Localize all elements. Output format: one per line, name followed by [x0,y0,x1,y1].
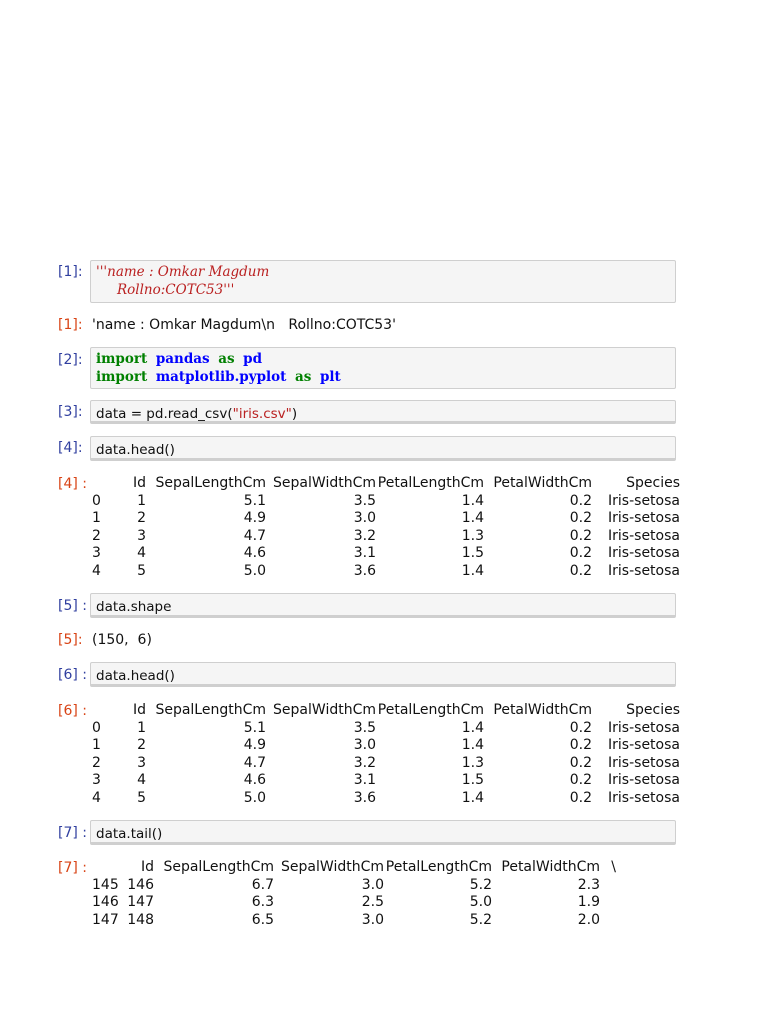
output-prompt-6: [6] : [58,703,87,719]
column-header: SepalLengthCm [155,475,266,491]
code-cell-2[interactable] [90,347,676,389]
module-name: pandas [155,351,210,367]
table-row: 146 147 6.3 2.5 5.0 1.9 [92,894,600,910]
column-header: SepalLengthCm [155,702,266,718]
input-prompt-6: [6] : [58,667,87,683]
code-head: data.head() [96,668,175,684]
output-prompt-1: [1]: [58,317,83,333]
code-cell-4[interactable] [90,436,676,461]
output-text-5: (150, 6) [92,632,152,648]
table-row: 0 1 5.1 3.5 1.4 0.2 Iris-setosa [92,492,680,509]
code-cell-6[interactable] [90,662,676,687]
column-header: SepalWidthCm [281,859,384,875]
table-row: 145 146 6.7 3.0 5.2 2.3 [92,876,600,893]
input-prompt-3: [3]: [58,404,83,420]
output-text-1: 'name : Omkar Magdum\n Rollno:COTC53' [92,317,396,333]
output-prompt-5: [5]: [58,632,83,648]
column-header: SepalLengthCm [163,859,274,875]
keyword-import: import [96,351,148,367]
table-header-row [92,475,680,493]
column-header: SepalWidthCm [273,702,376,718]
code-cell-3[interactable] [90,400,676,424]
column-header: Id [132,475,146,491]
table-row: 2 3 4.7 3.2 1.3 0.2 Iris-setosa [92,754,680,771]
docstring-line-1: '''name : Omkar Magdum [96,264,270,280]
line-continuation: \ [611,859,616,875]
code-cell-7[interactable] [90,820,676,845]
output-prompt-7: [7] : [58,860,87,876]
keyword-as: as [294,369,312,385]
dataframe-head-output-1 [92,475,680,580]
string-literal: "iris.csv" [232,406,292,422]
input-prompt-4: [4]: [58,440,83,456]
alias-name: pd [243,351,263,367]
alias-name: plt [319,369,341,385]
column-header: Species [626,702,680,718]
column-header: PetalLengthCm [385,859,492,875]
column-header: Id [140,859,154,875]
input-prompt-1: [1]: [58,264,83,280]
code-cell-1[interactable] [90,260,676,303]
table-row: 4 5 5.0 3.6 1.4 0.2 Iris-setosa [92,789,680,806]
code-shape: data.shape [96,599,172,615]
table-row: 147 148 6.5 3.0 5.2 2.0 [92,911,600,928]
column-header: PetalWidthCm [493,475,592,491]
column-header: SepalWidthCm [273,475,376,491]
table-row: 3 4 4.6 3.1 1.5 0.2 Iris-setosa [92,772,680,788]
keyword-import: import [96,369,148,385]
table-row: 1 2 4.9 3.0 1.4 0.2 Iris-setosa [92,510,680,526]
code-read-csv: data = pd.read_csv("iris.csv") [96,406,298,422]
table-row: 0 1 5.1 3.5 1.4 0.2 Iris-setosa [92,719,680,736]
keyword-as: as [218,351,235,367]
table-header-row [92,702,680,720]
dataframe-tail-output [92,859,616,929]
code-tail: data.tail() [96,826,163,842]
table-row: 2 3 4.7 3.2 1.3 0.2 Iris-setosa [92,527,680,544]
input-prompt-7: [7] : [58,825,87,841]
module-name: matplotlib.pyplot [155,369,287,385]
code-line-import-matplotlib [96,368,670,386]
code-cell-5[interactable] [90,593,676,618]
output-prompt-4: [4] : [58,476,87,492]
column-header: Id [132,702,146,718]
docstring-line-2: Rollno:COTC53''' [117,282,235,298]
table-row: 3 4 4.6 3.1 1.5 0.2 Iris-setosa [92,545,680,561]
input-prompt-2: [2]: [58,352,83,368]
column-header: PetalLengthCm [377,475,484,491]
code-head: data.head() [96,442,175,458]
column-header: PetalLengthCm [377,702,484,718]
table-row: 4 5 5.0 3.6 1.4 0.2 Iris-setosa [92,562,680,579]
column-header: PetalWidthCm [493,702,592,718]
column-header: PetalWidthCm [501,859,600,875]
column-header: Species [626,475,680,491]
table-row: 1 2 4.9 3.0 1.4 0.2 Iris-setosa [92,737,680,753]
dataframe-head-output-2 [92,702,680,807]
code-line-import-pandas [96,350,670,368]
table-header-row [92,859,616,877]
input-prompt-5: [5] : [58,598,87,614]
